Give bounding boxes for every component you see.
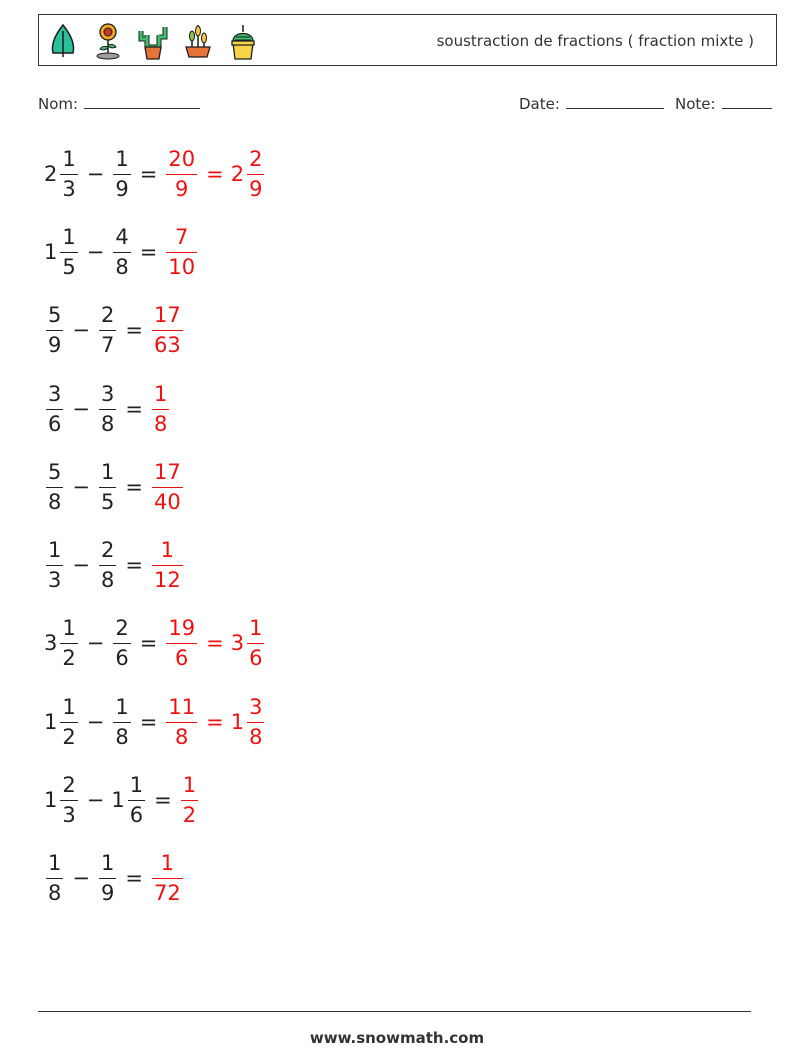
problem-row [44, 847, 185, 909]
answer-mixed-denominator: 9 [249, 176, 263, 201]
subtrahend-denominator: 6 [129, 802, 144, 827]
fraction-bar [99, 565, 116, 566]
subtrahend-denominator: 8 [100, 411, 115, 436]
problem-row [44, 691, 266, 753]
date-label: Date: [519, 95, 560, 113]
minuend-fraction [60, 773, 77, 828]
minuend-fraction [46, 538, 63, 593]
fraction-bar [113, 722, 130, 723]
minuend-whole: 1 [44, 240, 58, 264]
subtrahend-numerator: 1 [100, 850, 115, 875]
name-field [38, 94, 200, 113]
minuend-fraction [46, 382, 63, 437]
answer-fraction [166, 225, 197, 280]
answer-numerator: 11 [168, 694, 196, 719]
minuend-numerator: 2 [62, 772, 76, 797]
answer-mixed-whole: 2 [230, 162, 245, 186]
minuend-numerator: 1 [48, 537, 62, 562]
minuend-numerator: 3 [48, 381, 62, 406]
footer-url: www.snowmath.com [309, 1029, 485, 1047]
subtrahend-numerator: 2 [100, 537, 115, 562]
minuend-fraction [60, 147, 77, 202]
equals-sign: = [125, 318, 143, 342]
answer [164, 695, 266, 750]
subtrahend-denominator: 5 [100, 489, 115, 514]
problem-row [44, 612, 266, 674]
answer [164, 616, 266, 671]
answer-mixed-numerator: 1 [249, 615, 263, 640]
subtrahend-fraction [99, 382, 116, 437]
minuend-fraction [46, 460, 63, 515]
answer-denominator: 9 [175, 176, 189, 201]
subtrahend-fraction [99, 851, 116, 906]
minus-sign: − [72, 397, 90, 421]
answer-denominator: 2 [182, 802, 197, 827]
minus-sign: − [72, 475, 90, 499]
answer-mixed-whole: 1 [230, 710, 245, 734]
answer-fraction [152, 538, 183, 593]
header-box [38, 14, 777, 66]
problem-row [44, 221, 199, 283]
answer-denominator: 8 [175, 724, 189, 749]
fraction-bar [152, 330, 183, 331]
problem-row [44, 299, 185, 361]
answer-fraction [166, 616, 197, 671]
minus-sign: − [72, 553, 90, 577]
minus-sign: − [86, 788, 105, 812]
answer-fraction [152, 303, 183, 358]
answer-mixed-whole: 3 [230, 631, 245, 655]
answer [164, 225, 199, 280]
answer-numerator: 17 [153, 302, 181, 327]
fraction-bar [99, 878, 116, 879]
fraction-bar [46, 878, 63, 879]
fraction-bar [247, 643, 264, 644]
fraction-bar [60, 643, 77, 644]
fraction-bar [166, 174, 197, 175]
answer [150, 382, 171, 437]
minus-sign: − [86, 710, 105, 734]
subtrahend-fraction [113, 695, 130, 750]
answer-mixed-denominator: 6 [249, 645, 263, 670]
answer-denominator: 6 [175, 645, 189, 670]
minuend-denominator: 8 [48, 880, 62, 905]
minuend-denominator: 2 [62, 645, 76, 670]
fraction-bar [152, 878, 183, 879]
equals-sign: = [139, 162, 158, 186]
minuend-numerator: 5 [48, 302, 62, 327]
answer-fraction [181, 773, 198, 828]
answer-fraction [166, 147, 197, 202]
minuend-whole: 2 [44, 162, 58, 186]
answer-numerator: 7 [175, 224, 189, 249]
minuend-denominator: 8 [48, 489, 62, 514]
minuend-denominator: 3 [62, 176, 76, 201]
fraction-bar [46, 409, 63, 410]
fraction-bar [181, 800, 198, 801]
answer-fraction [152, 460, 183, 515]
answer-numerator: 17 [153, 459, 181, 484]
minus-sign: − [72, 866, 90, 890]
equals-sign: = [139, 710, 158, 734]
cactus-icon [137, 21, 169, 61]
minuend-numerator: 1 [62, 224, 76, 249]
answer-fraction [152, 851, 183, 906]
sunflower-icon [92, 21, 124, 61]
minuend-numerator: 1 [62, 615, 76, 640]
problem-row [44, 378, 171, 440]
answer-numerator: 20 [168, 146, 196, 171]
fraction-bar [113, 643, 130, 644]
subtrahend-numerator: 1 [115, 146, 129, 171]
problem-row [44, 769, 200, 831]
subtrahend-fraction [99, 303, 116, 358]
fraction-bar [60, 174, 77, 175]
minus-sign: − [86, 162, 105, 186]
equals-sign: = [206, 631, 224, 655]
minuend-denominator: 5 [62, 254, 76, 279]
minus-sign: − [86, 240, 105, 264]
equals-sign: = [125, 397, 143, 421]
grade-field [675, 94, 772, 113]
minuend-whole: 1 [44, 788, 58, 812]
problem-row [44, 456, 185, 518]
subtrahend-fraction [128, 773, 145, 828]
subtrahend-denominator: 8 [100, 567, 115, 592]
grade-label: Note: [675, 95, 716, 113]
minuend-numerator: 5 [48, 459, 62, 484]
subtrahend-fraction [113, 147, 130, 202]
fraction-bar [60, 252, 77, 253]
answer [150, 851, 185, 906]
subtrahend-numerator: 1 [129, 772, 144, 797]
plant-icons [47, 21, 259, 61]
fraction-bar [128, 800, 145, 801]
subtrahend-fraction [99, 538, 116, 593]
answer-numerator: 19 [168, 615, 196, 640]
equals-sign: = [206, 162, 224, 186]
minuend-whole: 3 [44, 631, 58, 655]
fraction-bar [166, 252, 197, 253]
answer-mixed-numerator: 2 [249, 146, 263, 171]
equals-sign: = [154, 788, 172, 812]
equals-sign: = [125, 866, 143, 890]
fraction-bar [46, 330, 63, 331]
answer [179, 773, 200, 828]
equals-sign: = [139, 631, 158, 655]
subtrahend-numerator: 4 [115, 224, 129, 249]
answer-denominator: 63 [153, 332, 181, 357]
potted-succulent-icon [227, 21, 259, 61]
fraction-bar [152, 487, 183, 488]
minuend-denominator: 3 [48, 567, 62, 592]
answer [164, 147, 266, 202]
fraction-bar [46, 565, 63, 566]
fraction-bar [247, 174, 264, 175]
subtrahend-denominator: 9 [100, 880, 115, 905]
minuend-fraction [60, 225, 77, 280]
minuend-denominator: 6 [48, 411, 62, 436]
minus-sign: − [86, 631, 105, 655]
minuend-denominator: 9 [48, 332, 62, 357]
problem-row [44, 143, 266, 205]
fraction-bar [152, 565, 183, 566]
minuend-numerator: 1 [62, 146, 76, 171]
problem-row [44, 534, 185, 596]
answer-mixed-fraction [247, 695, 264, 750]
answer-numerator: 1 [153, 381, 168, 406]
minuend-fraction [46, 303, 63, 358]
subtrahend-fraction [113, 616, 130, 671]
answer-mixed-fraction [247, 147, 264, 202]
fraction-bar [152, 409, 169, 410]
wheat-plant-icon [182, 21, 214, 61]
answer-denominator: 12 [153, 567, 181, 592]
fraction-bar [166, 722, 197, 723]
subtrahend-fraction [113, 225, 130, 280]
grade-blank[interactable] [722, 94, 772, 109]
minus-sign: − [72, 318, 90, 342]
subtrahend-denominator: 9 [115, 176, 129, 201]
minuend-whole: 1 [44, 710, 58, 734]
answer-fraction [166, 695, 197, 750]
subtrahend-whole: 1 [111, 788, 125, 812]
worksheet-title: soustraction de fractions ( fraction mixte ) [436, 32, 754, 50]
fraction-bar [99, 409, 116, 410]
minuend-fraction [60, 695, 77, 750]
minuend-denominator: 2 [62, 724, 76, 749]
fraction-bar [113, 252, 130, 253]
equals-sign: = [125, 553, 143, 577]
equals-sign: = [125, 475, 143, 499]
subtrahend-denominator: 6 [115, 645, 129, 670]
minuend-fraction [46, 851, 63, 906]
fraction-bar [99, 487, 116, 488]
subtrahend-denominator: 8 [115, 724, 129, 749]
footer-divider [38, 1011, 751, 1012]
subtrahend-numerator: 1 [115, 694, 129, 719]
subtrahend-numerator: 2 [100, 302, 115, 327]
minuend-numerator: 1 [48, 850, 62, 875]
answer-numerator: 1 [182, 772, 197, 797]
fraction-bar [247, 722, 264, 723]
minuend-numerator: 1 [62, 694, 76, 719]
answer-denominator: 10 [168, 254, 196, 279]
answer-denominator: 72 [153, 880, 181, 905]
answer [150, 538, 185, 593]
minuend-denominator: 3 [62, 802, 76, 827]
date-field [519, 94, 664, 113]
fraction-bar [60, 800, 77, 801]
subtrahend-numerator: 3 [100, 381, 115, 406]
name-blank[interactable] [84, 94, 200, 109]
subtrahend-denominator: 7 [100, 332, 115, 357]
answer-fraction [152, 382, 169, 437]
date-blank[interactable] [566, 94, 664, 109]
answer-denominator: 8 [153, 411, 168, 436]
subtrahend-numerator: 2 [115, 615, 129, 640]
minuend-fraction [60, 616, 77, 671]
name-label: Nom: [38, 95, 79, 113]
tree-icon [47, 21, 79, 61]
answer-mixed-denominator: 8 [249, 724, 263, 749]
answer-numerator: 1 [160, 537, 175, 562]
fraction-bar [166, 643, 197, 644]
answer-numerator: 1 [160, 850, 175, 875]
answer-mixed-fraction [247, 616, 264, 671]
equals-sign: = [139, 240, 158, 264]
answer-denominator: 40 [153, 489, 181, 514]
answer [150, 460, 185, 515]
fraction-bar [46, 487, 63, 488]
subtrahend-numerator: 1 [100, 459, 115, 484]
subtrahend-fraction [99, 460, 116, 515]
fraction-bar [113, 174, 130, 175]
fraction-bar [60, 722, 77, 723]
subtrahend-denominator: 8 [115, 254, 129, 279]
equals-sign: = [206, 710, 224, 734]
answer-mixed-numerator: 3 [249, 694, 263, 719]
answer [150, 303, 185, 358]
fraction-bar [99, 330, 116, 331]
